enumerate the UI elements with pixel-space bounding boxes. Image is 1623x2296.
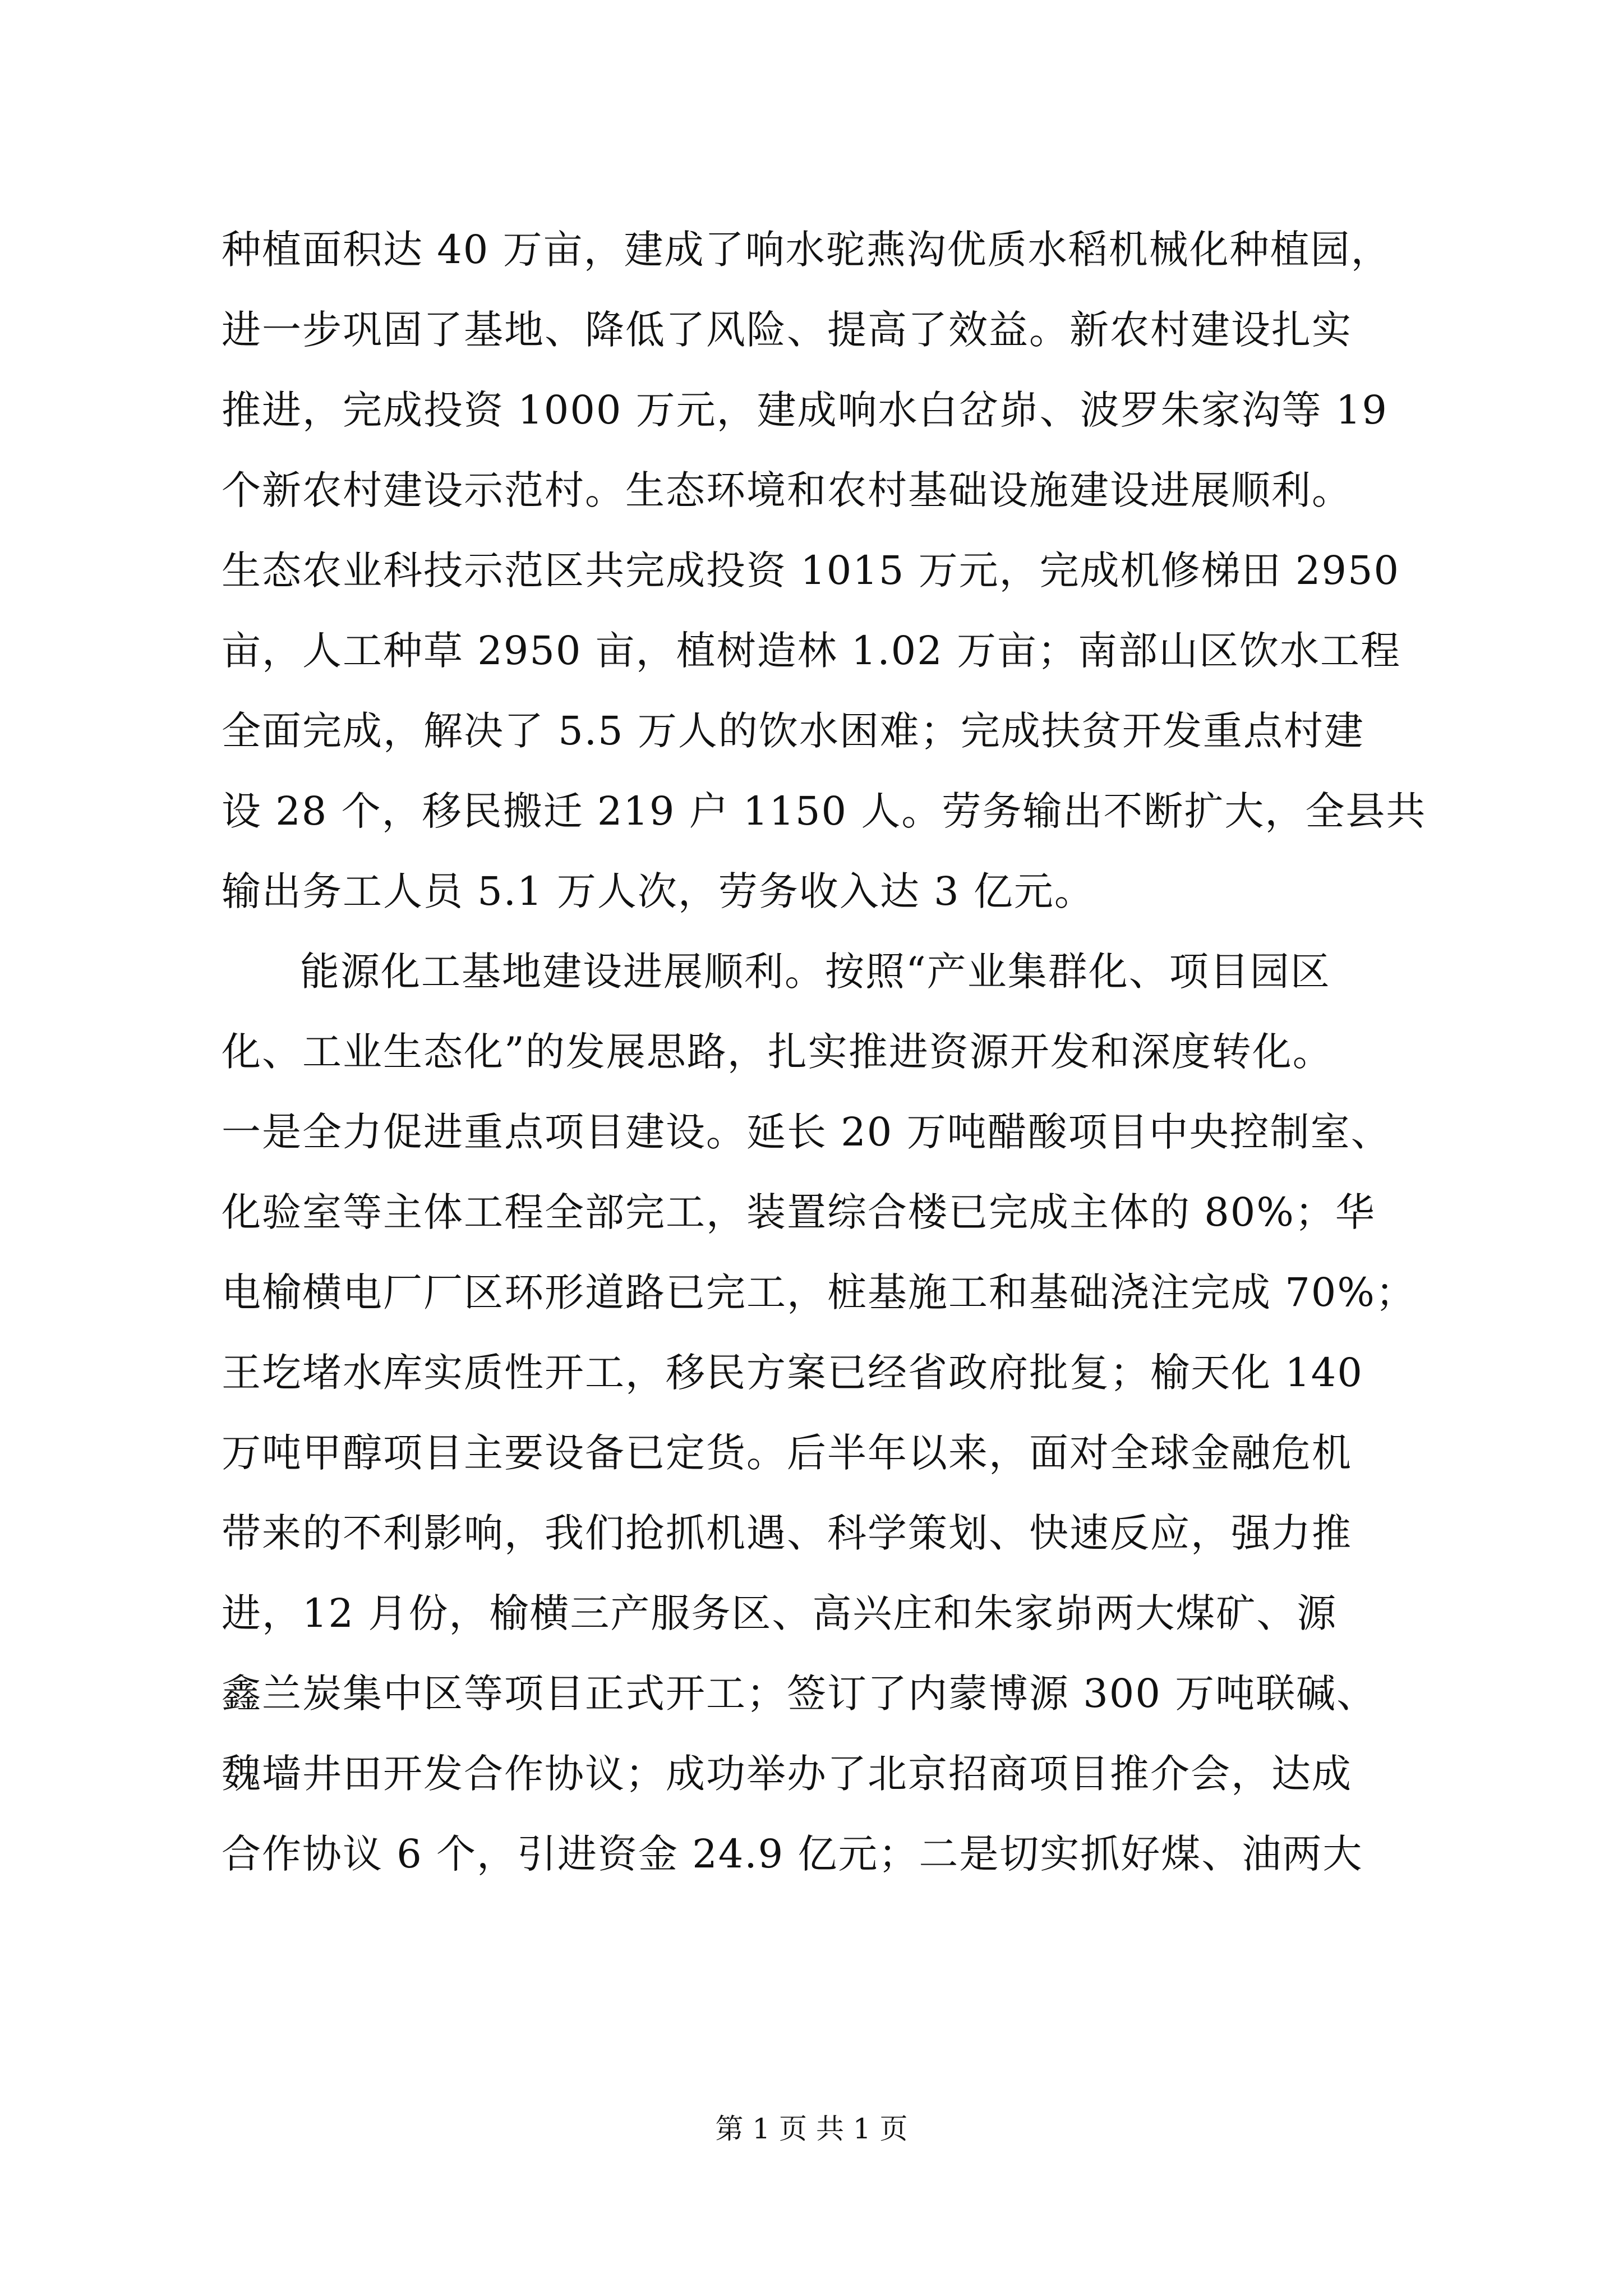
text-line: 化、工业生态化”的发展思路，扎实推进资源开发和深度转化。 [222, 1029, 1333, 1075]
text-line: 万吨甲醇项目主要设备已定货。后半年以来，面对全球金融危机 [222, 1430, 1352, 1476]
text-line: 种植面积达 40 万亩，建成了响水驼燕沟优质水稻机械化种植园， [222, 227, 1391, 273]
page-footer: 第 1 页 共 1 页 [715, 2113, 908, 2145]
text-line: 进一步巩固了基地、降低了风险、提高了效益。新农村建设扎实 [222, 307, 1352, 353]
text-line: 推进，完成投资 1000 万元，建成响水白岔峁、波罗朱家沟等 19 [222, 387, 1388, 433]
text-line: 化验室等主体工程全部完工，装置综合楼已完成主体的 80%；华 [222, 1189, 1376, 1235]
text-line: 带来的不利影响，我们抢抓机遇、科学策划、快速反应，强力推 [222, 1510, 1352, 1556]
text-line: 输出务工人员 5.1 万人次，劳务收入达 3 亿元。 [222, 868, 1095, 914]
text-line: 设 28 个，移民搬迁 219 户 1150 人。劳务输出不断扩大，全县共 [222, 788, 1427, 834]
paragraph-first-line: 能源化工基地建设进展顺利。按照“产业集群化、项目园区 [300, 949, 1331, 995]
text-line: 王圪堵水库实质性开工，移民方案已经省政府批复；榆天化 140 [222, 1350, 1363, 1396]
text-line: 全面完成，解决了 5.5 万人的饮水困难；完成扶贫开发重点村建 [222, 708, 1364, 754]
text-line: 亩，人工种草 2950 亩，植树造林 1.02 万亩；南部山区饮水工程 [222, 628, 1401, 674]
text-line: 合作协议 6 个，引进资金 24.9 亿元；二是切实抓好煤、油两大 [222, 1831, 1363, 1877]
text-line: 进，12 月份，榆横三产服务区、高兴庄和朱家峁两大煤矿、源 [222, 1590, 1338, 1636]
text-line: 一是全力促进重点项目建设。延长 20 万吨醋酸项目中央控制室、 [222, 1109, 1391, 1155]
text-line: 魏墙井田开发合作协议；成功举办了北京招商项目推介会，达成 [222, 1751, 1352, 1797]
text-line: 个新农村建设示范村。生态环境和农村基础设施建设进展顺利。 [222, 467, 1352, 513]
text-line: 鑫兰炭集中区等项目正式开工；签订了内蒙博源 300 万吨联碱、 [222, 1671, 1377, 1717]
text-line: 电榆横电厂厂区环形道路已完工，桩基施工和基础浇注完成 70%； [222, 1269, 1416, 1315]
text-line: 生态农业科技示范区共完成投资 1015 万元，完成机修梯田 2950 [222, 547, 1400, 593]
